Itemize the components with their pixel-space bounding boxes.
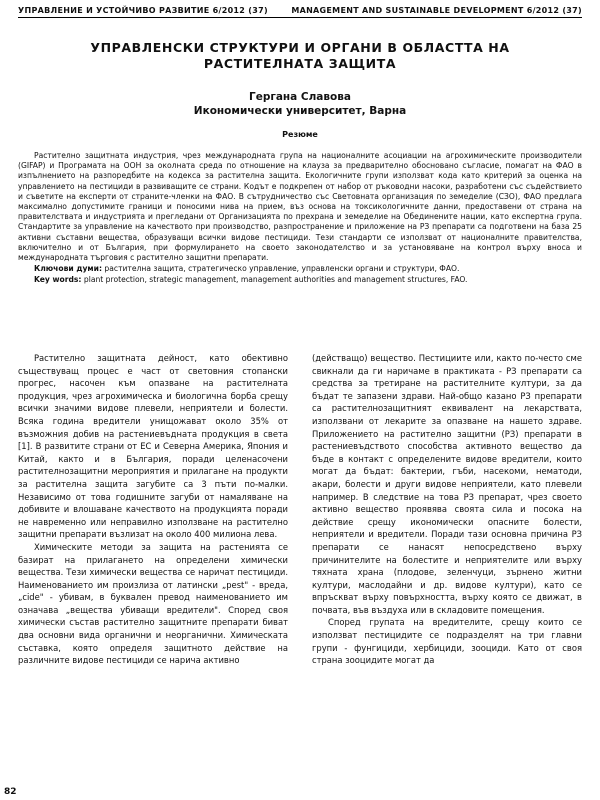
- page-number: 82: [4, 787, 17, 797]
- keywords-en-text: plant protection, strategic management, management authorities and management structures, FAO.: [83, 275, 468, 285]
- article-title: УПРАВЛЕНСКИ СТРУКТУРИ И ОРГАНИ В ОБЛАСТТА НА РАСТИТЕЛНАТА ЗАЩИТА: [90, 40, 510, 71]
- body-paragraph: (действащо) вещество. Пестициите или, както по-често сме свикнали да ги наричаме в практиката - РЗ препарати са средства за третиране на растителните култури, за да бъдат те запазени здрави. Най-общо казано РЗ препарати са растителнозащитният еквивалент на лекарствата, използвани от лекарите за опазване на нашето здраве. Приложението на растително защитни (РЗ) препарати в растениевъдството способства активното вещество да бъде в контакт с определените видове вредители, които могат да бъдат: бактерии, гъби, насекоми, нематоди, акари, болести и други видове неприятели, като плевели например. В следствие на това РЗ препарат, чрез своето активно вещество проявява своята сила и посока на действие срещу икономически опасните болести, неприятели и вредители. Поради тази основна причина РЗ препарати се нанасят непосредствено върху причинителите на болестите и неприятелите или върху тяхната храна (плодове, зеленчуци, зърнено житни култури, маслодайни и др. видове култури), като се впръскват върху повърхността, върху която се движат, в почвата, във въздуха или в складовите помещения.: [312, 353, 582, 615]
- keywords-bg-label: Ключови думи:: [34, 264, 102, 274]
- keywords-en: [18, 275, 582, 285]
- author-affiliation: Икономически университет, Варна: [193, 105, 407, 117]
- left-column: [18, 352, 288, 667]
- body-paragraph: Химическите методи за защита на растенията се базират на прилагането на определени химически вещества. Тези химически вещества се наричат пестициди. Наименованието им произлиза от латински „pest" - вреда, „cide" - убивам, в буквален превод наименованието им означава „вещества убиващи вредители". Според своя химически състав растително защитните препарати биват два основни вида органични и неорганични. Химическата съставка, която определя защитното действие на различните видове пестициди се нарича активно: [18, 541, 288, 666]
- running-head: [18, 6, 582, 18]
- author-name: Гергана Славова: [249, 91, 351, 103]
- body-columns: [18, 352, 582, 667]
- keywords-en-label: Key words:: [34, 275, 82, 285]
- abstract-text: Растително защитната индустрия, чрез международната група на националните асоциации на агрохимическите производители (GIFAP) и Програмата на ООН за околната среда по отношение на клауза за предварително обосновано съгласие, помагат на ФАО в изпълнението на разпоредбите на кодекса за растителна защита. Екологичните групи използват кода като критерий за оценка на управлението на пестициди в развиващите се страни. Кодът е подкрепен от набор от ръководни насоки, разработени със съдействието и съветите на експерти от страните-членки на ФАО. В сътрудничество със Световната организация по земеделие (СЗО), ФАО предлага максимално допустимите граници и поносими нива на прием, въз основа на токсикологичните данни, предоставени от страна на правителствата и индустрията и прегледани от Организацията по прехрана и земеделие на Обединените нации, като експертна група. Стандартите за управление на качеството при производство, разпространение и приложение на РЗ препарати са подготвени на база 25 активни съставни вещества, образуващи всички видове пестициди. Тези стандарти се използват от националните правителства, включително и от България, при формулирането на своето законодателство и за установяване на контрол върху вноса и международната търговия с растително защитни препарати.: [18, 151, 582, 263]
- keywords-bg: [18, 264, 582, 274]
- body-paragraph: Според групата на вредителите, срещу които се използват пестицидите се подразделят на три главни групи - фунгициди, хербициди, зооциди. Като от своя страна зооцидите могат да: [312, 617, 582, 666]
- running-head-right: MANAGEMENT AND SUSTAINABLE DEVELOPMENT 6/2012 (37): [291, 6, 582, 15]
- body-paragraph: Растително защитната дейност, като обективно съществуващ процес е част от световния стопански прогрес, насочен към опазване на растителната продукция, чрез агрохимическа и биологична борба срещу всички значими видове плевели, неприятели и болести. Всяка година вредители унищожават около 35% от възможния добив на растениевъдната продукция в света [1]. В развитите страни от ЕС и Северна Америка, Япония и Китай, както и в България, поради целенасочени растителнозащитни мероприятия и прилагане на продукти за растителна защита загубите са 3 пъти по-малки. Независимо от това годишните загуби от намаляване на добивите и влошаване качеството на продукцията поради не навременно или неправилно използване на растително защитни препарати възлизат на около 400 милиона лева.: [18, 353, 288, 540]
- abstract-heading: Резюме: [282, 130, 318, 139]
- keywords-bg-text: растителна защита, стратегическо управление, управленски органи и структури, ФАО.: [104, 264, 460, 274]
- running-head-left: УПРАВЛЕНИЕ И УСТОЙЧИВО РАЗВИТИЕ 6/2012 (37): [18, 6, 268, 15]
- right-column: [312, 352, 582, 667]
